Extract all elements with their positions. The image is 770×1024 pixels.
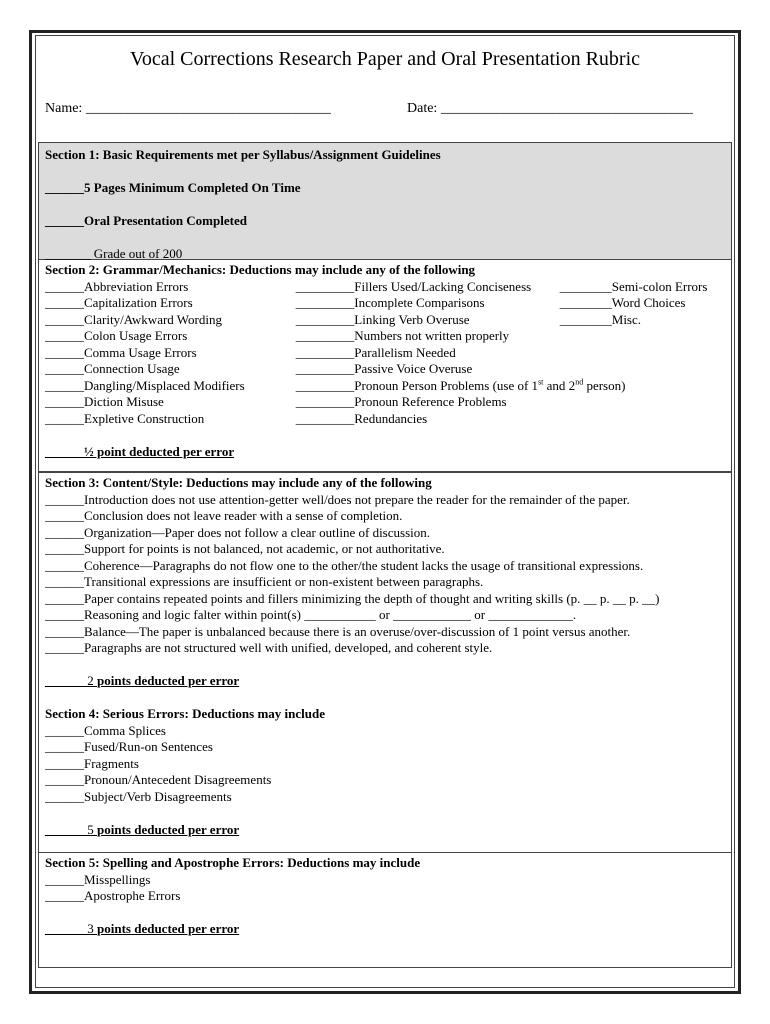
list-item: _________Numbers not written properly <box>295 328 510 343</box>
section-2-col-1 <box>45 279 296 428</box>
rubric-body <box>38 142 732 968</box>
section-3-4 <box>38 472 732 853</box>
list-item: ______Diction Misuse <box>45 394 164 409</box>
list-item: ______Apostrophe Errors <box>45 888 181 903</box>
list-item: ________Word Choices <box>559 295 686 310</box>
list-item: ______Capitalization Errors <box>45 295 193 310</box>
section-2-columns <box>45 279 725 428</box>
section-2 <box>38 260 732 472</box>
list-item: _________Redundancies <box>295 410 428 426</box>
list-item: ______Reasoning and logic falter within point(s) ___________ or ____________ or _____________. <box>45 607 577 622</box>
section-1-item-grade: _______ Grade out of 200 <box>45 246 183 261</box>
section-1-item-pages: ______5 Pages Minimum Completed On Time <box>45 180 301 195</box>
section-1-item-oral: ______Oral Presentation Completed <box>45 213 247 228</box>
list-item: ______Transitional expressions are insufficient or non-existent between paragraphs. <box>45 574 484 589</box>
list-item: ______Dangling/Misplaced Modifiers <box>45 377 245 393</box>
list-item: ______Conclusion does not leave reader with a sense of completion. <box>45 508 403 523</box>
list-item: _________Pronoun Reference Problems <box>295 394 507 409</box>
list-item: ______Clarity/Awkward Wording <box>45 311 222 327</box>
section-2-deduction: ______½ point deducted per error <box>45 443 235 459</box>
list-item: ______Support for points is not balanced, not academic, or not authoritative. <box>45 541 445 556</box>
document-title: Vocal Corrections Research Paper and Oral Presentation Rubric <box>129 48 641 70</box>
list-item: _________Parallelism Needed <box>295 344 456 360</box>
date-field[interactable]: Date: ____________________________________ <box>407 101 693 116</box>
list-item: ______Fragments <box>45 755 139 771</box>
list-item: ______Abbreviation Errors <box>45 278 189 294</box>
section-5-deduction: ______ 3 points deducted per error <box>45 921 240 936</box>
list-item: ________Misc. <box>559 311 642 327</box>
section-4-deduction: ______ 5 points deducted per error <box>45 821 240 837</box>
list-item: ______Organization—Paper does not follow a clear outline of discussion. <box>45 524 430 540</box>
list-item: ________Semi-colon Errors <box>559 278 708 294</box>
list-item: ______Fused/Run-on Sentences <box>45 739 213 754</box>
list-item: ______Balance—The paper is unbalanced because there is an overuse/over-discussion of 1 point versus another. <box>45 623 631 639</box>
list-item: ______Subject/Verb Disagreements <box>45 788 232 804</box>
section-3-heading: Section 3: Content/Style: Deductions may include any of the following <box>45 475 432 490</box>
list-item: ______Paper contains repeated points and fillers minimizing the depth of thought and writing skills (p. __ p. __ p. __) <box>45 590 660 606</box>
section-3-deduction: ______ 2 points deducted per error <box>45 673 240 688</box>
list-item: _________Incomplete Comparisons <box>295 295 485 310</box>
list-item: _________Linking Verb Overuse <box>295 311 470 327</box>
list-item: ______Comma Splices <box>45 722 166 738</box>
section-1 <box>38 142 732 260</box>
list-item: ______Colon Usage Errors <box>45 328 188 343</box>
name-field[interactable]: Name: ___________________________________ <box>45 101 331 116</box>
list-item: ______Misspellings <box>45 871 151 887</box>
list-item: ______Expletive Construction <box>45 410 205 426</box>
section-1-heading: Section 1: Basic Requirements met per Syllabus/Assignment Guidelines <box>45 147 441 162</box>
list-item: _________Passive Voice Overuse <box>295 361 473 376</box>
section-2-col-3 <box>560 279 725 428</box>
list-item: ______Connection Usage <box>45 361 180 376</box>
section-5-heading: Section 5: Spelling and Apostrophe Errors: Deductions may include <box>45 855 421 870</box>
list-item: ______Introduction does not use attention-getter well/does not prepare the reader for the remainder of the paper. <box>45 491 630 507</box>
list-item: ______Coherence—Paragraphs do not flow one to the other/the student lacks the usage of transitional expressions. <box>45 557 644 573</box>
section-4-heading: Section 4: Serious Errors: Deductions may include <box>45 706 325 721</box>
list-item: ______Comma Usage Errors <box>45 344 197 360</box>
section-2-heading: Section 2: Grammar/Mechanics: Deductions may include any of the following <box>45 262 476 277</box>
list-item: _________Fillers Used/Lacking Conciseness <box>295 278 532 294</box>
section-5 <box>38 853 732 968</box>
list-item-pronoun-person: _________Pronoun Person Problems (use of 1st and 2nd person) <box>295 377 626 393</box>
list-item: ______Paragraphs are not structured well with unified, developed, and coherent style. <box>45 640 493 655</box>
list-item: ______Pronoun/Antecedent Disagreements <box>45 772 272 787</box>
